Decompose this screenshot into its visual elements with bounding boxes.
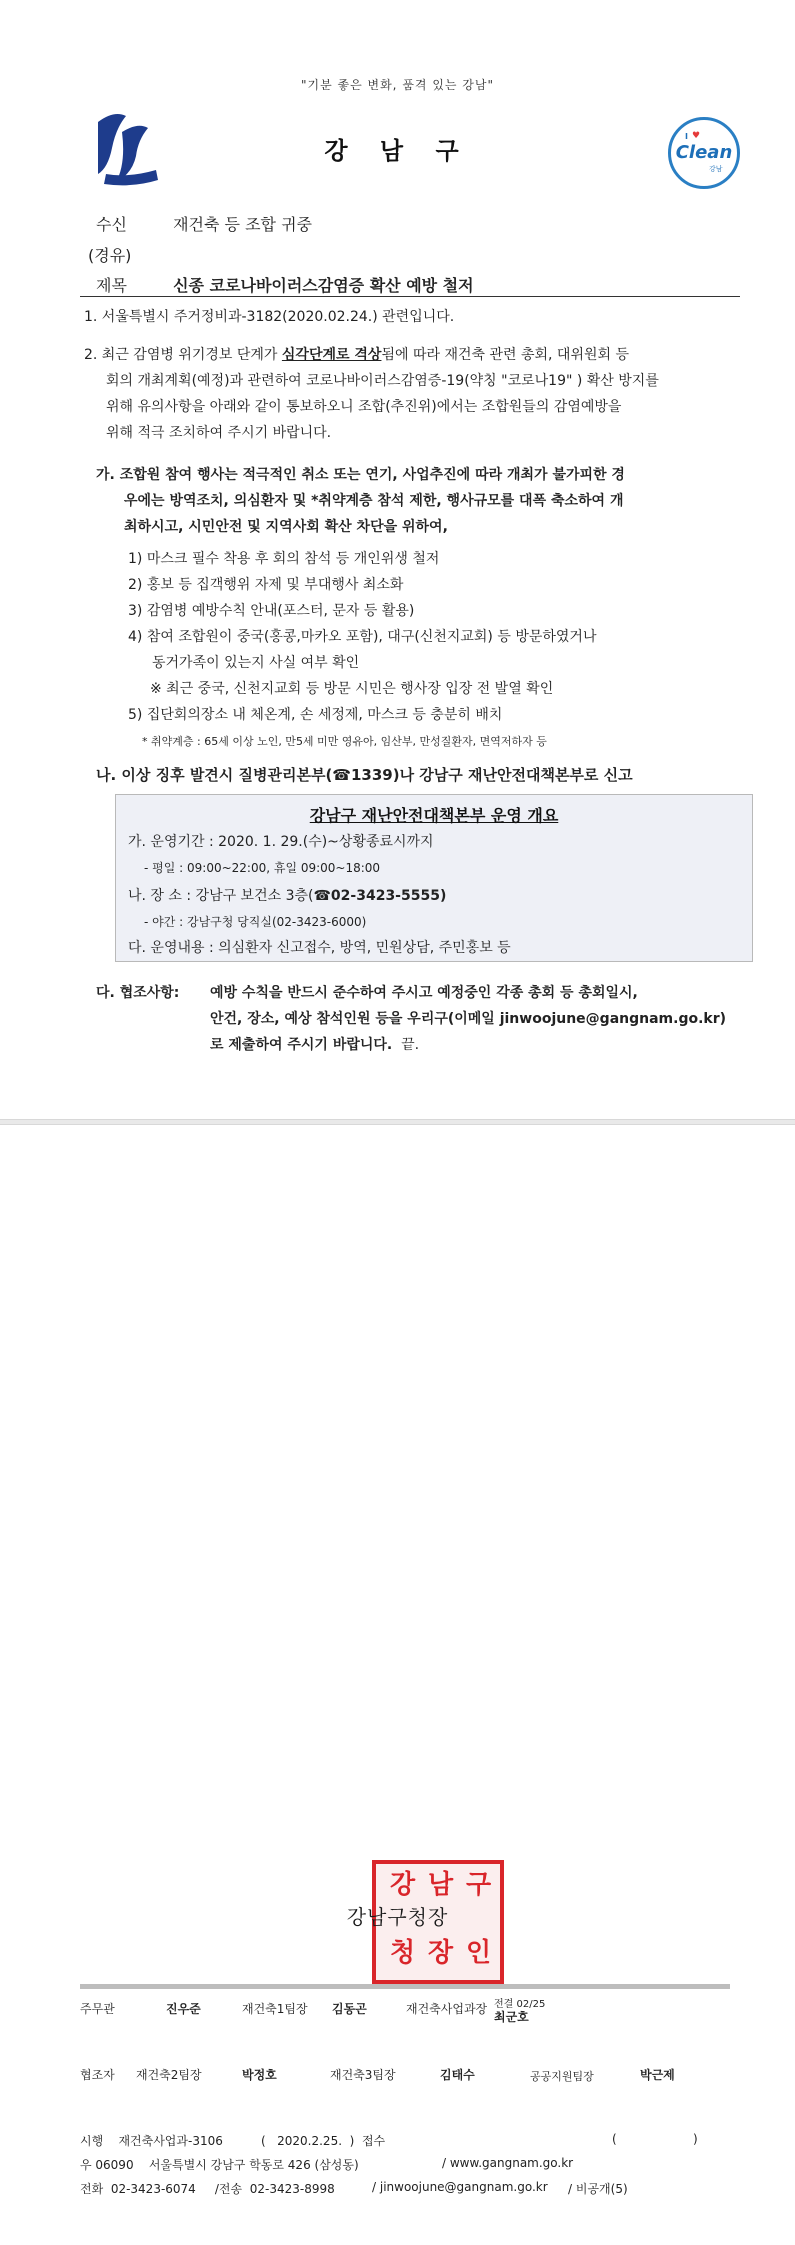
document-page-1 [0,0,795,1120]
clean-logo-sub: 강남 [709,165,723,173]
box-night: - 야간 : 강남구청 당직실(02-3423-6000) [144,915,367,929]
approval-role-2: 재건축1팀장 [242,2002,308,2016]
item-2-part-a: 2. 최근 감염병 위기경보 단계가 [84,347,282,363]
item-ga-5: 5) 집단회의장소 내 체온계, 손 세정제, 마스크 등 충분히 배치 [128,707,503,723]
item-2-line-3: 위해 유의사항을 아래와 같이 통보하오니 조합(추진위)에서는 조합원들의 감염예방을 [106,399,622,415]
org-title: 강 남 구 [324,137,471,165]
approval-role-5: 재건축2팀장 [136,2068,202,2082]
slogan: "기분 좋은 변화, 품격 있는 강남" [300,78,495,92]
box-place-label: 나. 장 소 : 강남구 보건소 3층( [128,888,314,904]
subject-label: 제목 [96,276,127,295]
item-ga-line-3: 최하시고, 시민안전 및 지역사회 확산 차단을 위하여, [124,519,448,535]
seal-char-2: 남 [428,1870,454,1900]
item-ga-1: 1) 마스크 필수 착용 후 회의 참석 등 개인위생 철저 [128,551,440,567]
heart-icon: ♥ [692,131,701,141]
box-place [128,885,446,905]
footer-public: / 비공개(5) [568,2182,628,2196]
recipient-value: 재건축 등 조합 귀중 [173,215,312,234]
item-2-underline: 심각단계로 격상 [281,347,382,363]
seal-char-1: 강 [390,1870,416,1900]
approval-name-6: 김태수 [440,2068,475,2082]
box-title: 강남구 재난안전대책본부 운영 개요 [309,806,559,825]
approval-name-3: 최군호 [494,2010,529,2024]
clean-logo-text: Clean [675,142,733,163]
item-na: 나. 이상 징후 발견시 질병관리본부(☎1339)나 강남구 재난안전대책본부로 신고 [96,766,633,784]
item-da-label: 다. 협조사항: [96,985,180,1001]
approval-top-divider [80,1984,730,1989]
approval-role-7: 공공지원팀장 [530,2070,594,2083]
item-2-part-b: 됨에 따라 재건축 관련 총회, 대위원회 등 [381,347,629,363]
seal-char-5: 장 [428,1938,454,1968]
item-da-line-3: 로 제출하여 주시기 바랍니다. [210,1037,393,1053]
approval-role-6: 재건축3팀장 [330,2068,396,2082]
via-label: (경유) [88,246,132,265]
document-page-2 [0,1124,795,2245]
footer-address: 우 06090 서울특별시 강남구 학동로 426 (삼성동) [80,2158,359,2172]
approval-name-5: 박정호 [242,2068,277,2082]
item-ga-4-line-2: 동거가족이 있는지 사실 여부 확인 [152,655,360,671]
clean-logo-icon [668,117,740,189]
item-da-line-1: 예방 수칙을 반드시 준수하여 주시고 예정중인 각종 총회 등 총회일시, [210,985,638,1001]
operation-summary-box [115,794,753,962]
recipient-row [96,212,312,235]
recipient-label: 수신 [96,215,127,234]
item-ga-line-1: 가. 조합원 참여 행사는 적극적인 취소 또는 연기, 사업추진에 따라 개최가 불가피한 경 [96,467,625,483]
footer-exec-paren: ( ) [612,2132,698,2146]
item-2-line-2: 회의 개최계획(예정)과 관련하여 코로나바이러스감염증-19(약칭 "코로나19" ) 확산 방지를 [106,373,659,389]
item-ga-4-note: ※ 최근 중국, 신천지교회 등 방문 시민은 행사장 입장 전 발열 확인 [150,681,554,697]
clean-logo-sup: I [685,132,688,141]
approval-name-7: 박근제 [640,2068,675,2082]
approval-name-2: 김동곤 [332,2002,367,2016]
footer-website: / www.gangnam.go.kr [442,2156,574,2170]
subject-value: 신종 코로나바이러스감염증 확산 예방 철저 [173,276,474,295]
item-ga-2: 2) 홍보 등 집객행위 자제 및 부대행사 최소화 [128,577,404,593]
approval-role-4: 협조자 [80,2068,115,2082]
item-ga [96,462,746,540]
footer-email: / jinwoojune@gangnam.go.kr [372,2180,548,2194]
item-da-line-2: 안건, 장소, 예상 참석인원 등을 우리구(이메일 jinwoojune@gangnam.go.kr) [210,1011,727,1027]
item-ga-list [128,546,748,728]
box-content: 다. 운영내용 : 의심환자 신고접수, 방역, 민원상담, 주민홍보 등 [128,940,511,956]
approval-name-1: 진우준 [166,2002,201,2016]
approval-role-3: 재건축사업과장 [406,2002,488,2016]
item-da-end: 끝. [401,1037,420,1053]
approval-note-3: 전결 02/25 [494,1999,546,2010]
item-2-line-4: 위해 적극 조치하여 주시기 바랍니다. [106,425,332,441]
footer-exec: 시행 재건축사업과-3106 ( 2020.2.25. ) 접수 [80,2134,386,2148]
subject-divider [80,296,740,297]
item-ga-footnote: * 취약계층 : 65세 이상 노인, 만5세 미만 영유아, 임산부, 만성질환자, 면역저하자 등 [142,735,547,748]
item-2 [84,342,744,446]
seal-char-6: 인 [466,1938,492,1968]
item-da [210,980,750,1058]
box-place-phone: ☎02-3423-5555) [313,888,447,904]
item-ga-4-line-1: 4) 참여 조합원이 중국(홍콩,마카오 포함), 대구(신천지교회) 등 방문하였거나 [128,629,597,645]
approval-role-1: 주무관 [80,2002,115,2016]
item-ga-line-2: 우에는 방역조치, 의심환자 및 *취약계층 참석 제한, 행사규모를 대폭 축소하여 개 [124,493,624,509]
subject-row [96,273,474,296]
item-ga-3: 3) 감염병 예방수칙 안내(포스터, 문자 등 활용) [128,603,415,619]
seal-char-4: 청 [390,1938,416,1968]
box-hours: - 평일 : 09:00~22:00, 휴일 09:00~18:00 [144,861,381,875]
signer-name: 강남구청장 [346,1905,449,1929]
box-period: 가. 운영기간 : 2020. 1. 29.(수)~상황종료시까지 [128,834,434,850]
seal-char-3: 구 [466,1870,492,1900]
item-1: 1. 서울특별시 주거정비과-3182(2020.02.24.) 관련입니다. [84,309,455,325]
footer-tel: 전화 02-3423-6074 /전송 02-3423-8998 [80,2182,335,2196]
via-row [88,243,131,266]
